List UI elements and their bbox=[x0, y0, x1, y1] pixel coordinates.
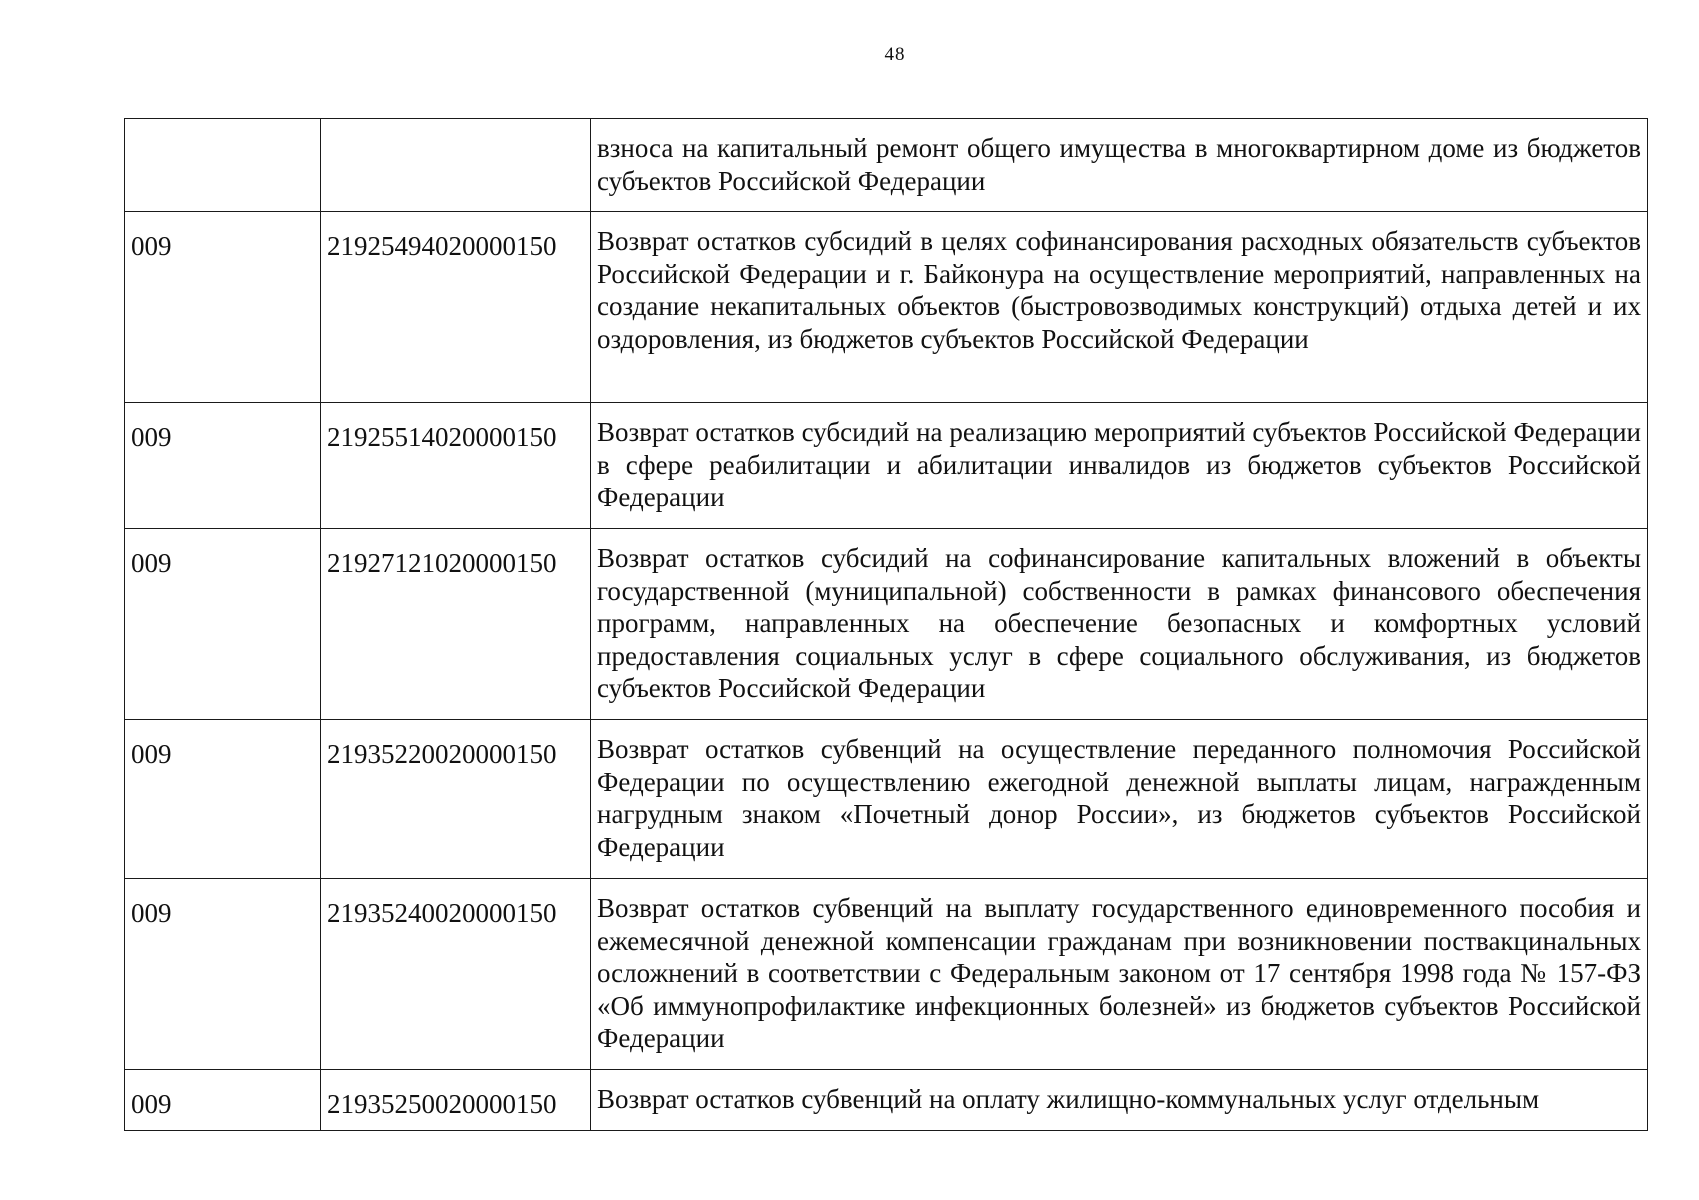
page-number: 48 bbox=[884, 44, 906, 65]
description-cell: Возврат остатков субсидий на софинансирование капитальных вложений в объекты государственной (муниципальной) собственности в рамках финансового обеспечения программ, направленных на обеспечение безопасных и комфортных условий предоставления социальных услуг в сфере социального обслуживания, из бюджетов субъектов Российской Федерации bbox=[591, 529, 1648, 720]
description-cell: взноса на капитальный ремонт общего имущества в многоквартирном доме из бюджетов субъектов Российской Федерации bbox=[591, 119, 1648, 212]
table-row bbox=[125, 529, 1648, 720]
admin-code-cell: 009 bbox=[125, 212, 321, 403]
table-row bbox=[125, 879, 1648, 1070]
kbk-code-cell: 21925514020000150 bbox=[321, 403, 591, 529]
description-cell: Возврат остатков субсидий в целях софинансирования расходных обязательств субъектов Российской Федерации и г. Байконура на осуществление мероприятий, направленных на создание некапитальных объектов (быстровозводимых конструкций) отдыха детей и их оздоровления, из бюджетов субъектов Российской Федерации bbox=[591, 212, 1648, 403]
description-cell: Возврат остатков субсидий на реализацию мероприятий субъектов Российской Федерации в сфере реабилитации и абилитации инвалидов из бюджетов субъектов Российской Федерации bbox=[591, 403, 1648, 529]
admin-code-cell: 009 bbox=[125, 529, 321, 720]
admin-code-cell bbox=[125, 119, 321, 212]
admin-code-cell: 009 bbox=[125, 1070, 321, 1131]
admin-code-cell: 009 bbox=[125, 879, 321, 1070]
description-cell: Возврат остатков субвенций на выплату государственного единовременного пособия и ежемесячной денежной компенсации гражданам при возникновении поствакцинальных осложнений в соответствии с Федеральным законом от 17 сентября 1998 года № 157-ФЗ «Об иммунопрофилактике инфекционных болезней» из бюджетов субъектов Российской Федерации bbox=[591, 879, 1648, 1070]
kbk-code-cell: 21935220020000150 bbox=[321, 720, 591, 879]
budget-classification-table bbox=[124, 118, 1648, 1131]
description-cell: Возврат остатков субвенций на осуществление переданного полномочия Российской Федерации по осуществлению ежегодной денежной выплаты лицам, награжденным нагрудным знаком «Почетный донор России», из бюджетов субъектов Российской Федерации bbox=[591, 720, 1648, 879]
kbk-code-cell: 21925494020000150 bbox=[321, 212, 591, 403]
kbk-code-cell: 21935250020000150 bbox=[321, 1070, 591, 1131]
table-row bbox=[125, 720, 1648, 879]
table-row bbox=[125, 1070, 1648, 1131]
kbk-code-cell: 21935240020000150 bbox=[321, 879, 591, 1070]
description-cell: Возврат остатков субвенций на оплату жилищно-коммунальных услуг отдельным bbox=[591, 1070, 1648, 1131]
admin-code-cell: 009 bbox=[125, 720, 321, 879]
table-row bbox=[125, 212, 1648, 403]
admin-code-cell: 009 bbox=[125, 403, 321, 529]
table-row bbox=[125, 119, 1648, 212]
table-row bbox=[125, 403, 1648, 529]
kbk-code-cell bbox=[321, 119, 591, 212]
kbk-code-cell: 21927121020000150 bbox=[321, 529, 591, 720]
